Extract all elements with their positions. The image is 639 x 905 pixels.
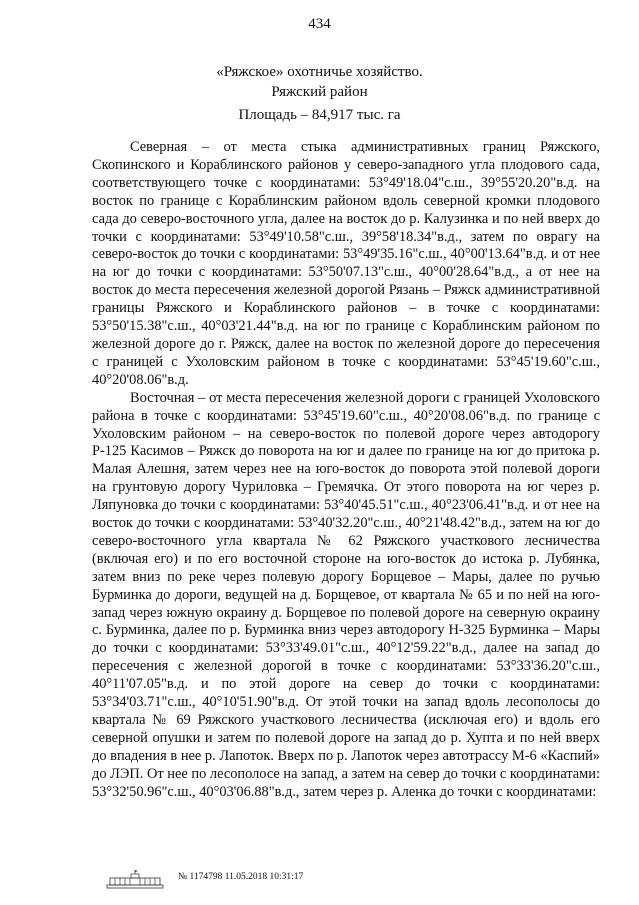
area-line: Площадь – 84,917 тыс. га — [238, 107, 401, 123]
document-registration-number: № 1174798 11.05.2018 10:31:17 — [178, 872, 304, 882]
government-building-stamp-icon — [106, 869, 164, 889]
paragraph-eastern-boundary: Восточная – от места пересечения железной дороги с границей Ухоловского района в точке с координатами: 53°45'19.60"с.ш., 40°20'08.06"в.д. по границе с Ухоловским районом – на северо-восток по полевой дороге через автодорогу Р-125 Касимов – Ряжск до поворота на юг и далее по границе на юг до притока р. Малая Алешня, затем через нее на юго-восток до поворота этой полевой дороги на грунтовую дорогу Чуриловка – Гремячка. От этого поворота на юг через р. Ляпуновка до точки с координатами: 53°40'45.51"с.ш., 40°23'06.41"в.д. и от нее на восток до точки с координатами: 53°40'32.20"с.ш., 40°21'48.42"в.д., затем на юг до северо-восточного угла квартала № 62 Ряжского участкового лесничества (включая его) и по его восточной стороне на юго-восток до истока р. Лубянка, затем вниз по реке через полевую дорогу Борщевое – Мары, далее по ручью Бурминка до дороги, ведущей на д. Борщевое, от квартала № 65 и по ней на юго-запад через южную окраину д. Борщевое по полевой дороге на северную окраину с. Бурминка, далее по р. Бурминка вниз через автодорогу Н-325 Бурминка – Мары до точки с координатами: 53°33'49.01"с.ш., 40°12'59.22"в.д., далее на запад до пересечения с железной дорогой в точке с координатами: 53°33'36.20"с.ш., 40°11'07.05"в.д. и по этой дороге на север до точки с координатами: 53°34'03.71"с.ш., 40°10'51.90"в.д. От этой точки на запад вдоль лесополосы до квартала № 69 Ряжского участкового лесничества (исключая его) и вдоль его северной опушки и затем по полевой дороге на запад до р. Хупта и по ней вверх до впадения в нее р. Лапоток. Вверх по р. Лапоток через автотрассу М-6 «Каспий» до ЛЭП. От нее по лесополосе на запад, а затем на север до точки с координатами: 53°32'50.96"с.ш., 40°03'06.88"в.д., затем через р. Аленка до точки с координатами: — [92, 389, 600, 800]
title-line-district: Ряжский район — [271, 84, 368, 100]
document-title — [0, 62, 639, 102]
document-footer — [106, 869, 426, 889]
boundary-description — [92, 139, 600, 802]
paragraph-northern-boundary: Северная – от места стыка административных границ Ряжского, Скопинского и Кораблинского районов у северо-западного угла плодового сада, соответствующего точке с координатами: 53°49'18.04"с.ш., 39°55'20.20"в.д. на восток по границе с Кораблинским районом вдоль северной кромки плодового сада до северо-восточного угла, далее на восток до р. Калузинка и по ней вверх до точки с координатами: 53°49'10.58"с.ш., 39°58'18.34"в.д., затем по оврагу на северо-восток до точки с координатами: 53°49'35.16"с.ш., 40°00'13.64"в.д. и от нее на юг до точки с координатами: 53°50'07.13"с.ш., 40°00'28.64"в.д., а от нее на восток до места пересечения железной дорогой Рязань – Ряжск административной границы Ряжского и Кораблинского районов – в точке с координатами: 53°50'15.38"с.ш., 40°03'21.44"в.д. на юг по границе с Кораблинским районом по железной дороге до г. Ряжск, далее на восток по железной дороге до пересечения с границей с Ухоловским районом в точке с координатами: 53°45'19.60"с.ш., 40°20'08.06"в.д. — [92, 139, 600, 388]
page-number: 434 — [308, 16, 331, 32]
title-line-hunting-farm: «Ряжское» охотничье хозяйство. — [216, 64, 423, 80]
